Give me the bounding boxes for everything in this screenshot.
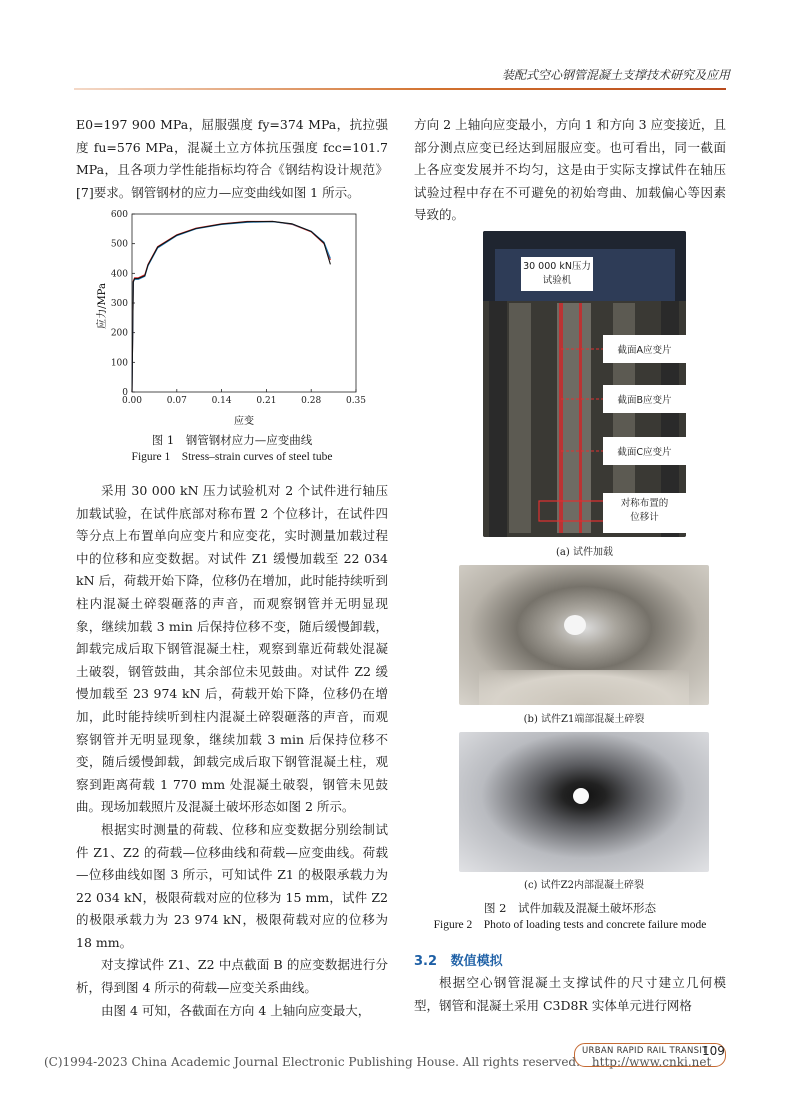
label-section-a: 截面A应变片 [617,345,672,356]
y-tick-label: 100 [110,358,128,369]
subcaption-a: (a) 试件加载 [556,547,613,558]
y-axis-label: 应力/MPa [97,283,108,329]
paragraph-numerical: 根据空心钢管混凝土支撑试件的尺寸建立几何模型，钢管和混凝土采用 C3D8R 实体单元进行网格 [414,975,726,1013]
left-body [76,480,388,1022]
subcaption-b: (b) 试件Z1端部混凝土碎裂 [523,714,645,725]
figure1-caption [76,432,388,466]
machine-label-line1: 30 000 kN压力 [523,261,591,272]
left-intro [76,114,388,204]
section-heading [414,950,503,969]
z2-internal-concrete-photo [459,732,709,872]
subcaption-c: (c) 试件Z2内部混凝土碎裂 [524,880,644,891]
y-tick-label: 600 [110,210,128,220]
label-displacement [603,497,686,525]
running-header: 装配式空心钢管混凝土支撑技术研究及应用 [501,68,730,82]
series-line-2 [132,222,330,392]
intro-paragraph: E0=197 900 MPa，屈服强度 fy=374 MPa，抗拉强度 fu=576 MPa，混凝土立方体抗压强度 fcc=101.7 MPa，且各项力学性能指标均符合《钢结构设计规范》[7]要求。钢管钢材的应力—应变曲线如图 1 所示。 [76,117,388,200]
label-section-c: 截面C应变片 [617,447,672,458]
paragraph-loading: 采用 30 000 kN 压力试验机对 2 个试件进行轴压加载试验，在试件底部对称布置 2 个位移计，在试件四等分点上布置单向应变片和应变花，实时测量加载过程中的位移和应变数据。对试件 Z1 缓慢加载至 22 034 kN 后，荷载开始下降，位移仍在增加，此时能持续听到柱内混凝土碎裂砸落的声音，而观察钢管并无明显现象，继续加载 3 min 后保持位移不变，随后缓慢卸载，卸载完成后取下钢管混凝土柱，观察到靠近荷载处混凝土破裂，钢管鼓曲，其余部位未见鼓曲。对试件 Z2 缓慢加载至 23 974 kN 后，荷载开始下降，位移仍在增加，此时能持续听到柱内混凝土碎裂砸落的声音，而观察钢管并无明显现象，继续加载 3 min 后保持位移不变，随后缓慢卸载，卸载完成后取下钢管混凝土柱，观察到距离荷载 1 770 mm 处混凝土破裂，钢管未见鼓曲。现场加载照片及混凝土破坏形态如图 2 所示。 [76,483,388,815]
loading-test-photo [483,231,686,537]
right-bottom [414,972,726,1017]
machine-label-line2: 试验机 [542,275,572,286]
copyright-footer: (C)1994-2023 China Academic Journal Electronic Publishing House. All rights reserved. http://www.cnki.net [44,1055,712,1069]
paragraph-direction: 方向 2 上轴向应变最小，方向 1 和方向 3 应变接近，且部分测点应变已经达到屈服应变。也可看出，同一截面上各应变发展并不均匀，这是由于实际支撑试件在轴压试验过程中存在不可避免的初始弯曲、加载偏心等因素导致的。 [414,117,726,223]
series-line-1 [132,221,330,392]
y-tick-label: 0 [122,388,128,398]
section-number: 3.2 [414,954,438,969]
section-title: 数值模拟 [450,954,503,969]
x-tick-label: 0.21 [256,396,277,406]
y-tick-label: 500 [110,239,128,250]
x-tick-label: 0.07 [166,396,187,406]
x-axis-label: 应变 [234,416,254,427]
machine-label [521,260,593,288]
right-top [414,114,726,227]
figure1-caption-cn: 图 1 钢管钢材应力—应变曲线 [151,433,313,447]
y-tick-label: 300 [110,299,128,309]
label-section-b: 截面B应变片 [617,395,672,406]
figure2-caption-en: Figure 2 Photo of loading tests and concrete failure mode [433,919,707,931]
y-tick-label: 200 [110,328,128,339]
x-tick-label: 0.00 [121,396,143,406]
z1-end-concrete-photo [459,565,709,705]
paragraph-strain: 对支撑试件 Z1、Z2 中点截面 B 的应变数据进行分析，得到图 4 所示的荷载—应变关系曲线。 [76,957,388,996]
figure2-caption-cn: 图 2 试件加载及混凝土破坏形态 [484,901,656,915]
figure2-caption [414,900,726,934]
paragraph-curves: 根据实时测量的荷载、位移和应变数据分别绘制试件 Z1、Z2 的荷载—位移曲线和荷载—应变曲线。荷载—位移曲线如图 3 所示，可知试件 Z1 的极限承载力为 22 034 kN，极限荷载对应的位移为 15 mm，试件 Z2 的极限承载力为 23 974 kN，极限荷载对应的位移为 18 mm。 [76,821,388,950]
header-rule [74,88,726,90]
page-number: 109 [702,1044,725,1058]
label-displacement-line1: 对称布置的 [620,498,669,509]
y-tick-label: 400 [110,269,128,280]
series-line-3 [132,221,330,392]
paragraph-fig4: 由图 4 可知，各截面在方向 4 上轴向应变最大， [101,1002,371,1018]
x-tick-label: 0.35 [345,396,367,406]
label-displacement-line2: 位移计 [630,512,659,523]
figure1-caption-en: Figure 1 Stress–strain curves of steel tube [131,451,333,463]
stress-strain-chart [96,206,382,428]
journal-name: URBAN RAPID RAIL TRANSIT [582,1046,708,1056]
x-tick-label: 0.14 [211,396,232,406]
x-tick-label: 0.28 [301,396,322,406]
